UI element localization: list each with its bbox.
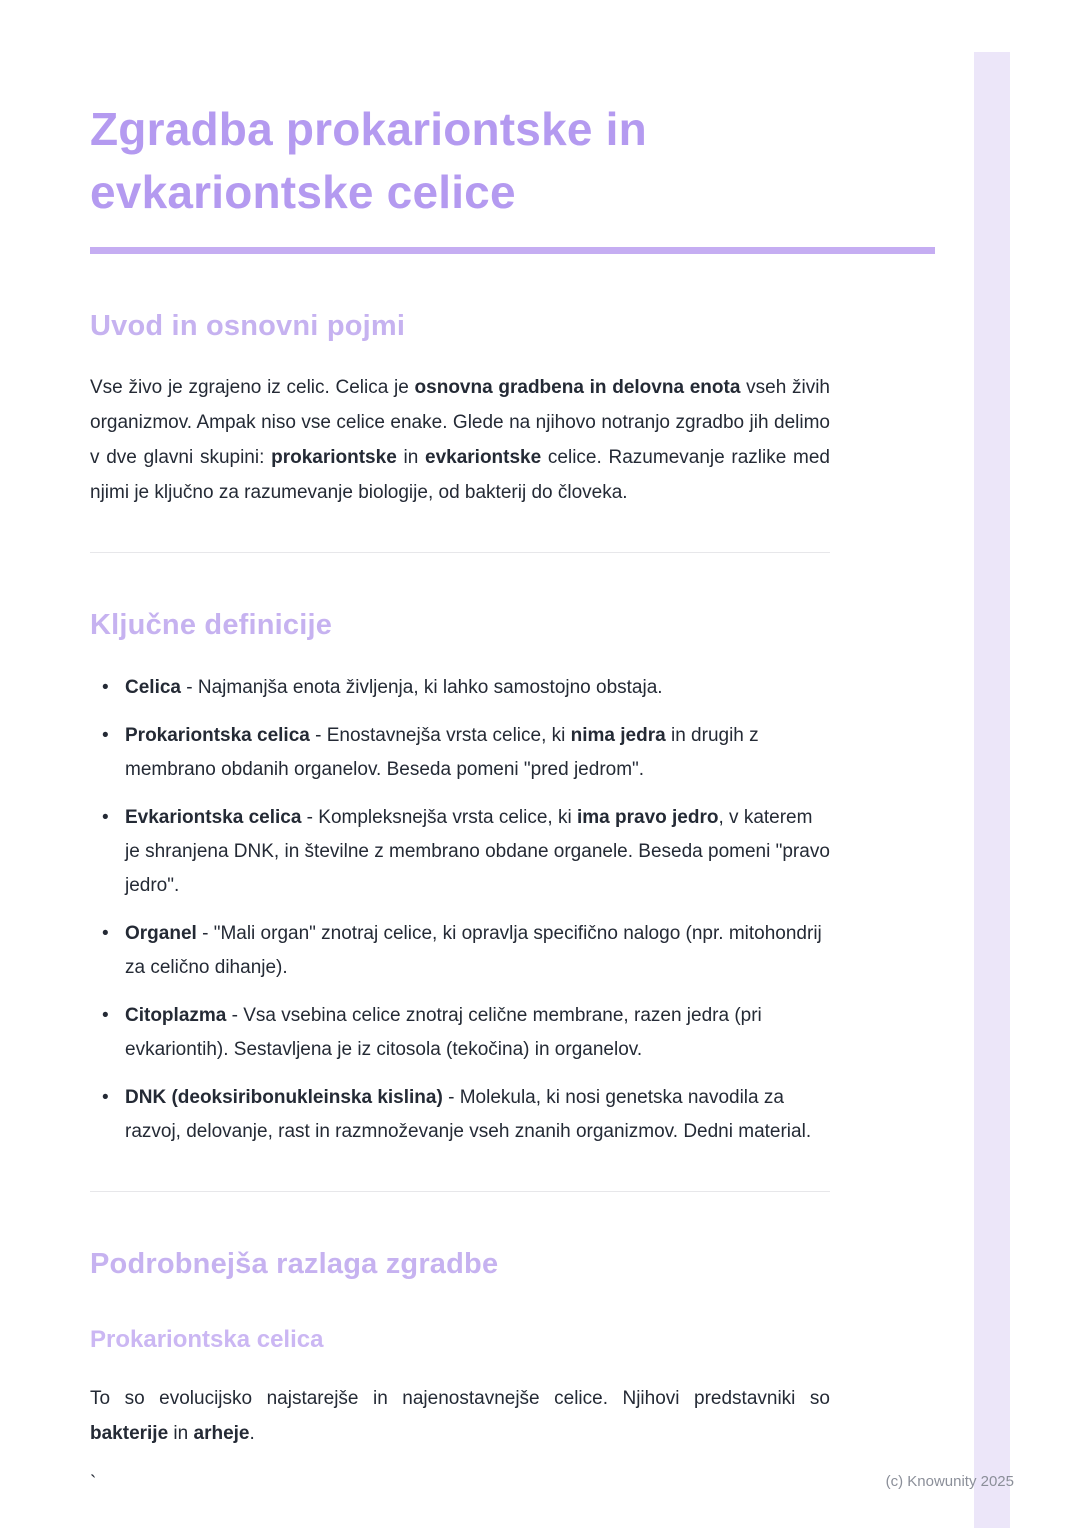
bullet-icon: • [102, 1005, 109, 1027]
list-item [90, 1081, 830, 1149]
section-heading-intro: Uvod in osnovni pojmi [90, 309, 406, 342]
definitions-list [90, 671, 830, 1149]
intro-paragraph: Vse živo je zgrajeno iz celic. Celica je osnovna gradbena in delovna enota vseh živih organizmov. Ampak niso vse celice enake. Glede na njihovo notranjo zgradbo jih delimo v dve glavni skupini: prokariontske in evkariontske celice. Razumevanje razlike med njimi je ključno za razumevanje biologije, od bakterij do človeka. [90, 377, 830, 504]
list-item [90, 999, 830, 1067]
list-item [90, 917, 830, 985]
side-scroll-strip[interactable] [974, 52, 1010, 1528]
list-item-text: Organel - "Mali organ" znotraj celice, ki opravlja specifično nalogo (npr. mitohondrij za celično dihanje). [125, 923, 822, 979]
list-item [90, 671, 830, 705]
detail-paragraph: To so evolucijsko najstarejše in najenostavnejše celice. Njihovi predstavniki so bakterije in arheje. [90, 1387, 830, 1444]
section-heading-detail: Podrobnejša razlaga zgradbe [90, 1248, 499, 1281]
section-divider [90, 552, 830, 553]
stray-backtick: ` [90, 1472, 97, 1494]
bullet-icon: • [102, 677, 109, 699]
bullet-icon: • [102, 807, 109, 829]
list-item [90, 719, 830, 787]
subsection-heading-prokaryote: Prokariontska celica [90, 1325, 324, 1353]
section-heading-definitions: Ključne definicije [90, 609, 333, 642]
list-item-text: Citoplazma - Vsa vsebina celice znotraj celične membrane, razen jedra (pri evkariontih). Sestavljena je iz citosola (tekočina) in organelov. [125, 1005, 762, 1061]
section-divider [90, 1191, 830, 1192]
list-item [90, 801, 830, 903]
bullet-icon: • [102, 725, 109, 747]
list-item-text: Prokariontska celica - Enostavnejša vrsta celice, ki nima jedra in drugih z membrano obdanih organelov. Beseda pomeni "pred jedrom". [125, 725, 759, 781]
page-content [90, 0, 935, 1495]
bullet-icon: • [102, 923, 109, 945]
copyright-text: (c) Knowunity 2025 [885, 1473, 1014, 1490]
bullet-icon: • [102, 1087, 109, 1109]
list-item-text: DNK (deoksiribonukleinska kislina) - Molekula, ki nosi genetska navodila za razvoj, delovanje, rast in razmnoževanje vseh znanih organizmov. Dedni material. [125, 1087, 812, 1143]
list-item-text: Evkariontska celica - Kompleksnejša vrsta celice, ki ima pravo jedro, v katerem je shranjena DNK, in številne z membrano obdane organele. Beseda pomeni "pravo jedro". [125, 807, 830, 897]
list-item-text: Celica - Najmanjša enota življenja, ki lahko samostojno obstaja. [125, 677, 663, 699]
title-underline-rule [90, 247, 935, 254]
page-title: Zgradba prokariontske in evkariontske celice [90, 103, 647, 219]
